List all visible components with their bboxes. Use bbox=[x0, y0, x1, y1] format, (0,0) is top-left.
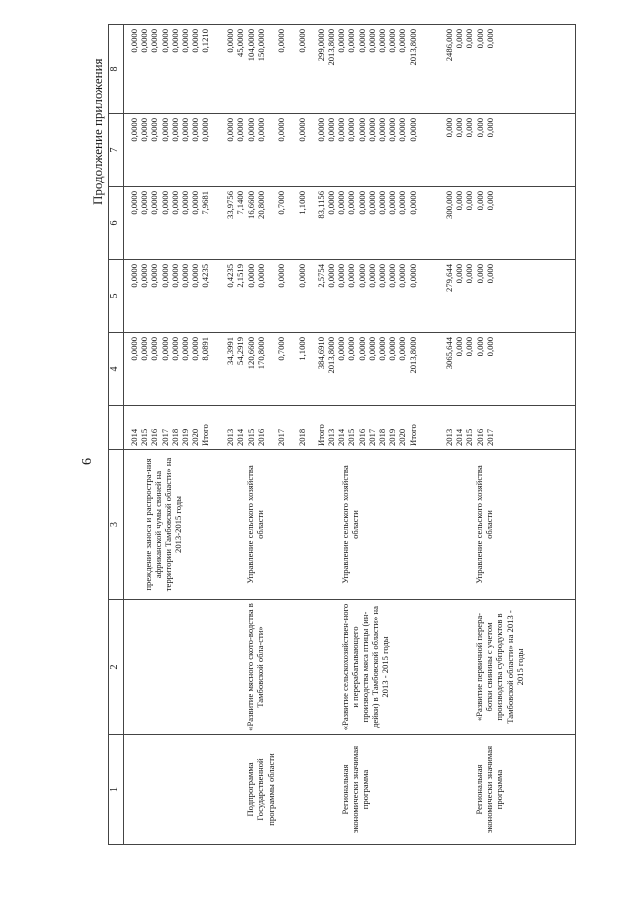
value: 7,1400 bbox=[235, 191, 246, 215]
year-cell bbox=[437, 406, 575, 450]
table-row bbox=[309, 25, 437, 845]
year-label: 2017 bbox=[276, 428, 287, 446]
program-type-cell-text: Региональная экономически значимая программа bbox=[339, 745, 371, 834]
value bbox=[266, 29, 276, 110]
value: 0,0000 bbox=[169, 191, 180, 215]
year-label: 2014 bbox=[336, 428, 347, 446]
table-row bbox=[218, 25, 309, 845]
year-label: Итого bbox=[200, 424, 211, 446]
year-label: 2020 bbox=[190, 428, 201, 446]
year-label: 2016 bbox=[356, 428, 367, 446]
value: 0,0000 bbox=[346, 264, 357, 288]
program-type-cell-text: Региональная экономически значимая программа bbox=[474, 745, 505, 834]
year-label bbox=[266, 409, 276, 446]
value: 0,0000 bbox=[245, 264, 256, 288]
header-cell-1: 1 bbox=[109, 735, 124, 845]
value: 0,0000 bbox=[336, 29, 347, 53]
value: 0,0000 bbox=[397, 118, 408, 142]
value: 34,3991 bbox=[225, 337, 236, 365]
value: 0,0000 bbox=[159, 29, 170, 53]
value: 0,0000 bbox=[407, 191, 418, 215]
value: 0,0000 bbox=[376, 118, 387, 142]
value bbox=[286, 29, 296, 110]
value: 0,000 bbox=[454, 337, 465, 357]
value: 0,0000 bbox=[255, 264, 266, 288]
value: 0,0000 bbox=[200, 118, 211, 142]
value: 0,0000 bbox=[366, 118, 377, 142]
value: 0,4235 bbox=[225, 264, 236, 288]
value: 3065,644 bbox=[444, 337, 455, 370]
value-cell-c6 bbox=[218, 187, 309, 260]
executor-cell-text: Управление сельского хозяйства области bbox=[245, 465, 266, 584]
value: 0,0000 bbox=[159, 264, 170, 288]
value-cell-c5 bbox=[124, 260, 219, 333]
value: 104,0000 bbox=[245, 29, 256, 62]
value-cell-c4 bbox=[124, 333, 219, 406]
value: 0,0000 bbox=[387, 29, 398, 53]
value: 2486,000 bbox=[444, 29, 455, 62]
value: 0,0000 bbox=[336, 191, 347, 215]
value: 0,0000 bbox=[366, 191, 377, 215]
value: 0,000 bbox=[484, 118, 495, 138]
value: 0,0000 bbox=[346, 191, 357, 215]
value: 0,000 bbox=[484, 337, 495, 357]
program-type-cell bbox=[437, 735, 575, 845]
value-cell-c6 bbox=[437, 187, 575, 260]
value: 0,4235 bbox=[200, 264, 211, 288]
value: 0,000 bbox=[474, 118, 485, 138]
value: 0,0000 bbox=[149, 118, 160, 142]
executor-cell-text: Управление сельского хозяйства области bbox=[339, 465, 360, 584]
value: 0,000 bbox=[474, 337, 485, 357]
value: 0,0000 bbox=[169, 264, 180, 288]
value: 0,0000 bbox=[149, 264, 160, 288]
value: 384,6910 bbox=[315, 337, 326, 370]
value: 299,0000 bbox=[315, 29, 326, 62]
value: 0,0000 bbox=[356, 264, 367, 288]
value-cell-c4 bbox=[218, 333, 309, 406]
year-label: 2017 bbox=[159, 428, 170, 446]
value: 0,0000 bbox=[276, 264, 287, 288]
value: 0,0000 bbox=[376, 29, 387, 53]
value: 0,0000 bbox=[336, 264, 347, 288]
value: 0,000 bbox=[484, 264, 495, 284]
value: 0,0000 bbox=[306, 264, 309, 288]
value: 20,8000 bbox=[255, 191, 266, 219]
value: 0,000 bbox=[464, 337, 475, 357]
year-label: 2019 bbox=[387, 428, 398, 446]
value: 0,0000 bbox=[129, 118, 139, 142]
value: 2013,8000 bbox=[407, 29, 418, 66]
year-label: Итого bbox=[407, 424, 418, 446]
value: 0,0000 bbox=[149, 337, 160, 361]
year-label: 2015 bbox=[139, 428, 150, 446]
value: 0,0000 bbox=[387, 118, 398, 142]
executor-cell-text: Управление сельского хозяйства области bbox=[474, 465, 495, 584]
value bbox=[286, 191, 296, 256]
year-label: 2018 bbox=[296, 428, 307, 446]
value: 45,0000 bbox=[235, 29, 246, 57]
program-name-cell-text: «Развитие мясного ското-водства в Тамбовской обла-сти» bbox=[245, 603, 266, 731]
value: 0,000 bbox=[454, 118, 465, 138]
year-label: 2017 bbox=[366, 428, 377, 446]
value: 83,1156 bbox=[315, 191, 326, 219]
value: 0,0000 bbox=[159, 191, 170, 215]
value: 0,0000 bbox=[397, 191, 408, 215]
value: 0,0000 bbox=[407, 118, 418, 142]
header-cell-8: 8 bbox=[109, 25, 124, 114]
year-label: 2014 bbox=[129, 428, 139, 446]
year-cell bbox=[218, 406, 309, 450]
value-cell-c8 bbox=[306, 25, 437, 114]
year-label: 2014 bbox=[454, 428, 465, 446]
value: 0,0000 bbox=[139, 29, 150, 53]
value: 0,000 bbox=[454, 29, 465, 49]
year-label: 2013 bbox=[326, 428, 337, 446]
header-cell-2: 2 bbox=[109, 600, 124, 735]
value: 0,000 bbox=[474, 191, 485, 211]
value-cell-c5 bbox=[218, 260, 309, 333]
value: 0,0000 bbox=[407, 264, 418, 288]
header-cell-3: 3 bbox=[109, 450, 124, 600]
year-label: 2018 bbox=[376, 428, 387, 446]
value: 0,000 bbox=[474, 29, 485, 49]
value: 0,0000 bbox=[149, 191, 160, 215]
value: 2,1519 bbox=[235, 264, 246, 288]
value: 0,0000 bbox=[129, 264, 139, 288]
value: 0,0000 bbox=[326, 264, 337, 288]
header-cell-6: 6 bbox=[109, 187, 124, 260]
value: 0,000 bbox=[464, 191, 475, 211]
value-cell-c4 bbox=[437, 333, 575, 406]
program-type-cell-text: Подпрограмма Государственной программы области bbox=[245, 753, 276, 826]
value: 0,0000 bbox=[306, 118, 309, 142]
value: 0,0000 bbox=[346, 337, 357, 361]
header-cell-5: 5 bbox=[109, 260, 124, 333]
year-label: 2013 bbox=[225, 428, 236, 446]
value: 0,0000 bbox=[326, 191, 337, 215]
program-name-cell bbox=[124, 600, 219, 735]
value: 0,0000 bbox=[245, 118, 256, 142]
value: 0,0000 bbox=[179, 191, 190, 215]
year-cell bbox=[124, 406, 219, 450]
value: 0,0000 bbox=[336, 337, 347, 361]
value: 0,0000 bbox=[169, 118, 180, 142]
program-name-cell bbox=[309, 600, 437, 735]
header-row bbox=[109, 25, 124, 845]
value: 0,0000 bbox=[129, 337, 139, 361]
value: 0,0000 bbox=[139, 264, 150, 288]
year-label: 2016 bbox=[255, 428, 266, 446]
value: 0,0000 bbox=[397, 29, 408, 53]
program-name-cell-text: «Развитие первичной перера-ботки свинины с учетом производства субпродуктов в Тамбовской области» на 2013 - 2015 годы bbox=[474, 610, 525, 724]
value: 170,8000 bbox=[255, 337, 266, 370]
value: 0,7000 bbox=[276, 191, 287, 215]
executor-cell bbox=[124, 450, 219, 600]
continuation-label: Продолжение приложения bbox=[90, 58, 105, 205]
value: 0,0000 bbox=[376, 264, 387, 288]
value: 0,000 bbox=[454, 264, 465, 284]
program-name-cell bbox=[218, 600, 309, 735]
value bbox=[266, 264, 276, 329]
value-cell-c7 bbox=[124, 114, 219, 187]
value: 0,0000 bbox=[255, 118, 266, 142]
value: 0,0000 bbox=[296, 29, 307, 53]
value: 0,0000 bbox=[387, 191, 398, 215]
year-label: Итого bbox=[315, 424, 326, 446]
value: 0,0000 bbox=[225, 118, 236, 142]
value-cell-c8 bbox=[437, 25, 575, 114]
value: 0,0000 bbox=[356, 337, 367, 361]
value: 0,0000 bbox=[387, 264, 398, 288]
header-cell-year bbox=[109, 406, 124, 450]
value: 0,0000 bbox=[276, 118, 287, 142]
year-label: 2020 bbox=[397, 428, 408, 446]
year-label: 2018 bbox=[169, 428, 180, 446]
header-cell-7: 7 bbox=[109, 114, 124, 187]
value: 0,0000 bbox=[356, 118, 367, 142]
value-cell-c8 bbox=[124, 25, 219, 114]
value: 0,1210 bbox=[200, 29, 211, 53]
year-cell bbox=[306, 406, 437, 450]
value: 0,0000 bbox=[190, 191, 201, 215]
value: 0,0000 bbox=[129, 191, 139, 215]
value: 0,0000 bbox=[296, 118, 307, 142]
value: 0,000 bbox=[464, 118, 475, 138]
value: 0,000 bbox=[464, 264, 475, 284]
value: 0,000 bbox=[444, 118, 455, 138]
value-cell-c7 bbox=[306, 114, 437, 187]
table-row bbox=[437, 25, 575, 845]
value: 0,0000 bbox=[190, 29, 201, 53]
year-label: 2015 bbox=[464, 428, 475, 446]
value: 0,0000 bbox=[179, 118, 190, 142]
year-label: 2016 bbox=[149, 428, 160, 446]
value: 0,0000 bbox=[129, 29, 139, 53]
value: 2013,8000 bbox=[326, 29, 337, 66]
value: 33,9756 bbox=[225, 191, 236, 219]
year-label: 2017 bbox=[484, 428, 495, 446]
value: 0,0000 bbox=[169, 29, 180, 53]
value: 2,5754 bbox=[315, 264, 326, 288]
value: 150,0000 bbox=[255, 29, 266, 62]
year-label: 2015 bbox=[245, 428, 256, 446]
program-type-cell bbox=[124, 735, 219, 845]
year-label bbox=[286, 409, 296, 446]
value-cell-c5 bbox=[437, 260, 575, 333]
value: 0,000 bbox=[484, 191, 495, 211]
executor-cell bbox=[218, 450, 309, 600]
budget-table bbox=[108, 24, 576, 845]
year-label: 2015 bbox=[346, 428, 357, 446]
executor-cell-text: преждение заноса и распростра-ния африканской чумы свиней на территории Тамбовской области» на 2013-2015 годы bbox=[143, 457, 184, 592]
value: 0,0000 bbox=[346, 29, 357, 53]
value bbox=[286, 337, 296, 402]
value-cell-c7 bbox=[437, 114, 575, 187]
value: 54,2919 bbox=[235, 337, 246, 365]
value: 0,0000 bbox=[139, 337, 150, 361]
value: 0,0000 bbox=[356, 191, 367, 215]
program-name-cell-text: «Развитие сельскохозяйствен-ного и перерабатывающего производства мяса птицы (ин-дейки) в Тамбовской области» на 2013 - 2015 годы bbox=[339, 603, 391, 731]
program-type-cell bbox=[309, 735, 437, 845]
value: 0,0000 bbox=[225, 29, 236, 53]
value: 0,0000 bbox=[190, 264, 201, 288]
value-cell-c7 bbox=[218, 114, 309, 187]
value: 0,0000 bbox=[397, 264, 408, 288]
page-number: 6 bbox=[80, 458, 95, 465]
value: 0,0000 bbox=[296, 264, 307, 288]
value: 0,0000 bbox=[326, 118, 337, 142]
value: 0,0000 bbox=[306, 29, 309, 53]
value: 0,0000 bbox=[356, 29, 367, 53]
value-cell-c5 bbox=[306, 260, 437, 333]
value: 1,3000 bbox=[306, 191, 309, 215]
value: 0,0000 bbox=[376, 337, 387, 361]
year-label: 2019 bbox=[179, 428, 190, 446]
value: 0,000 bbox=[484, 29, 495, 49]
header-cell-4: 4 bbox=[109, 333, 124, 406]
value: 0,0000 bbox=[376, 191, 387, 215]
value: 0,0000 bbox=[366, 29, 377, 53]
value: 2013,8000 bbox=[407, 337, 418, 374]
table-body bbox=[124, 25, 576, 845]
value bbox=[266, 337, 276, 402]
value: 7,9681 bbox=[200, 191, 211, 215]
value: 0,0000 bbox=[139, 118, 150, 142]
value: 0,0000 bbox=[159, 337, 170, 361]
value: 300,000 bbox=[444, 191, 455, 219]
value bbox=[266, 118, 276, 183]
value: 0,0000 bbox=[235, 118, 246, 142]
year-label: 2016 bbox=[474, 428, 485, 446]
executor-cell bbox=[437, 450, 575, 600]
executor-cell bbox=[309, 450, 437, 600]
value: 0,0000 bbox=[179, 264, 190, 288]
value: 0,000 bbox=[464, 29, 475, 49]
value: 0,0000 bbox=[159, 118, 170, 142]
value: 1,3000 bbox=[306, 337, 309, 361]
value: 0,0000 bbox=[190, 118, 201, 142]
value: 0,0000 bbox=[139, 191, 150, 215]
value: 0,0000 bbox=[190, 337, 201, 361]
program-name-cell bbox=[437, 600, 575, 735]
program-type-cell bbox=[218, 735, 309, 845]
value: 0,0000 bbox=[149, 29, 160, 53]
value: 0,000 bbox=[474, 264, 485, 284]
value bbox=[286, 264, 296, 329]
value: 0,0000 bbox=[366, 337, 377, 361]
value: 0,0000 bbox=[276, 29, 287, 53]
value: 8,0891 bbox=[200, 337, 211, 361]
value bbox=[266, 191, 276, 256]
value: 0,0000 bbox=[315, 118, 326, 142]
value-cell-c6 bbox=[124, 187, 219, 260]
value: 279,644 bbox=[444, 264, 455, 292]
program-type-cell-text bbox=[125, 738, 143, 841]
value: 1,1000 bbox=[296, 337, 307, 361]
value: 0,0000 bbox=[179, 337, 190, 361]
value: 0,0000 bbox=[366, 264, 377, 288]
table-row bbox=[124, 25, 219, 845]
value: 1,1000 bbox=[296, 191, 307, 215]
value: 0,0000 bbox=[179, 29, 190, 53]
value: 0,0000 bbox=[169, 337, 180, 361]
value: 0,0000 bbox=[346, 118, 357, 142]
value: 0,7000 bbox=[276, 337, 287, 361]
year-label: 2014 bbox=[235, 428, 246, 446]
value: 0,0000 bbox=[387, 337, 398, 361]
value: 0,0000 bbox=[397, 337, 408, 361]
value: 2013,8000 bbox=[326, 337, 337, 374]
year-label: 2013 bbox=[444, 428, 455, 446]
value: 120,6600 bbox=[245, 337, 256, 370]
value-cell-c8 bbox=[218, 25, 309, 114]
value: 0,000 bbox=[454, 191, 465, 211]
program-name-cell-text bbox=[125, 603, 143, 731]
value bbox=[286, 118, 296, 183]
year-label: 2019 bbox=[306, 428, 309, 446]
value: 0,0000 bbox=[336, 118, 347, 142]
value: 16,6600 bbox=[245, 191, 256, 219]
